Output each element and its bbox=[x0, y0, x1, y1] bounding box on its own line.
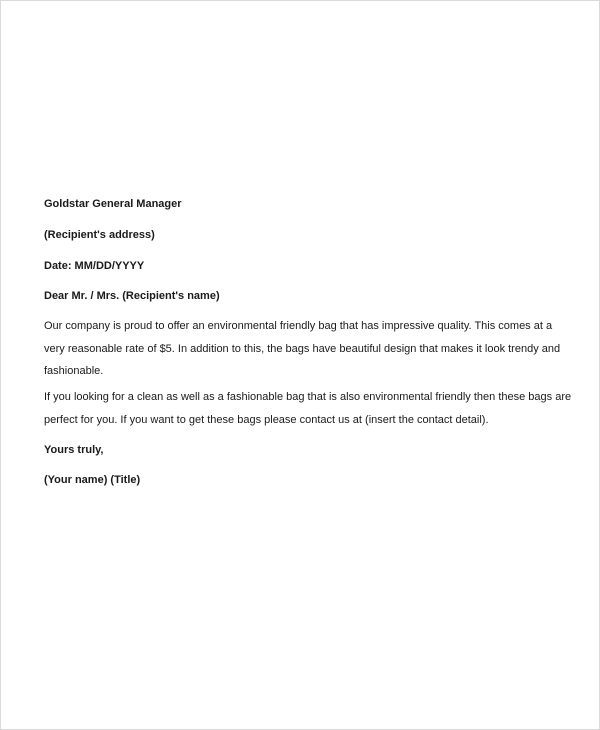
sender-line: Goldstar General Manager bbox=[44, 198, 182, 210]
salutation: Dear Mr. / Mrs. (Recipient's name) bbox=[44, 290, 220, 302]
body-paragraph-2 bbox=[44, 386, 572, 431]
paragraph-1-line: very reasonable rate of $5. In addition to this, the bags have beautiful design that makes it look trendy and bbox=[44, 342, 561, 355]
paragraph-2-line: perfect for you. If you want to get these bags please contact us at (insert the contact detail). bbox=[44, 413, 489, 426]
body-paragraph-1 bbox=[44, 315, 559, 383]
paragraph-1-line: Our company is proud to offer an environmental friendly bag that has impressive quality. This comes at a bbox=[44, 320, 553, 332]
paragraph-2-line: If you looking for a clean as well as a fashionable bag that is also environmental friendly then these bags are bbox=[44, 391, 572, 403]
date-line: Date: MM/DD/YYYY bbox=[44, 260, 145, 272]
closing: Yours truly, bbox=[44, 444, 104, 456]
paragraph-1-line: fashionable. bbox=[44, 365, 104, 377]
signature: (Your name) (Title) bbox=[44, 474, 141, 486]
recipient-address: (Recipient's address) bbox=[44, 229, 155, 241]
